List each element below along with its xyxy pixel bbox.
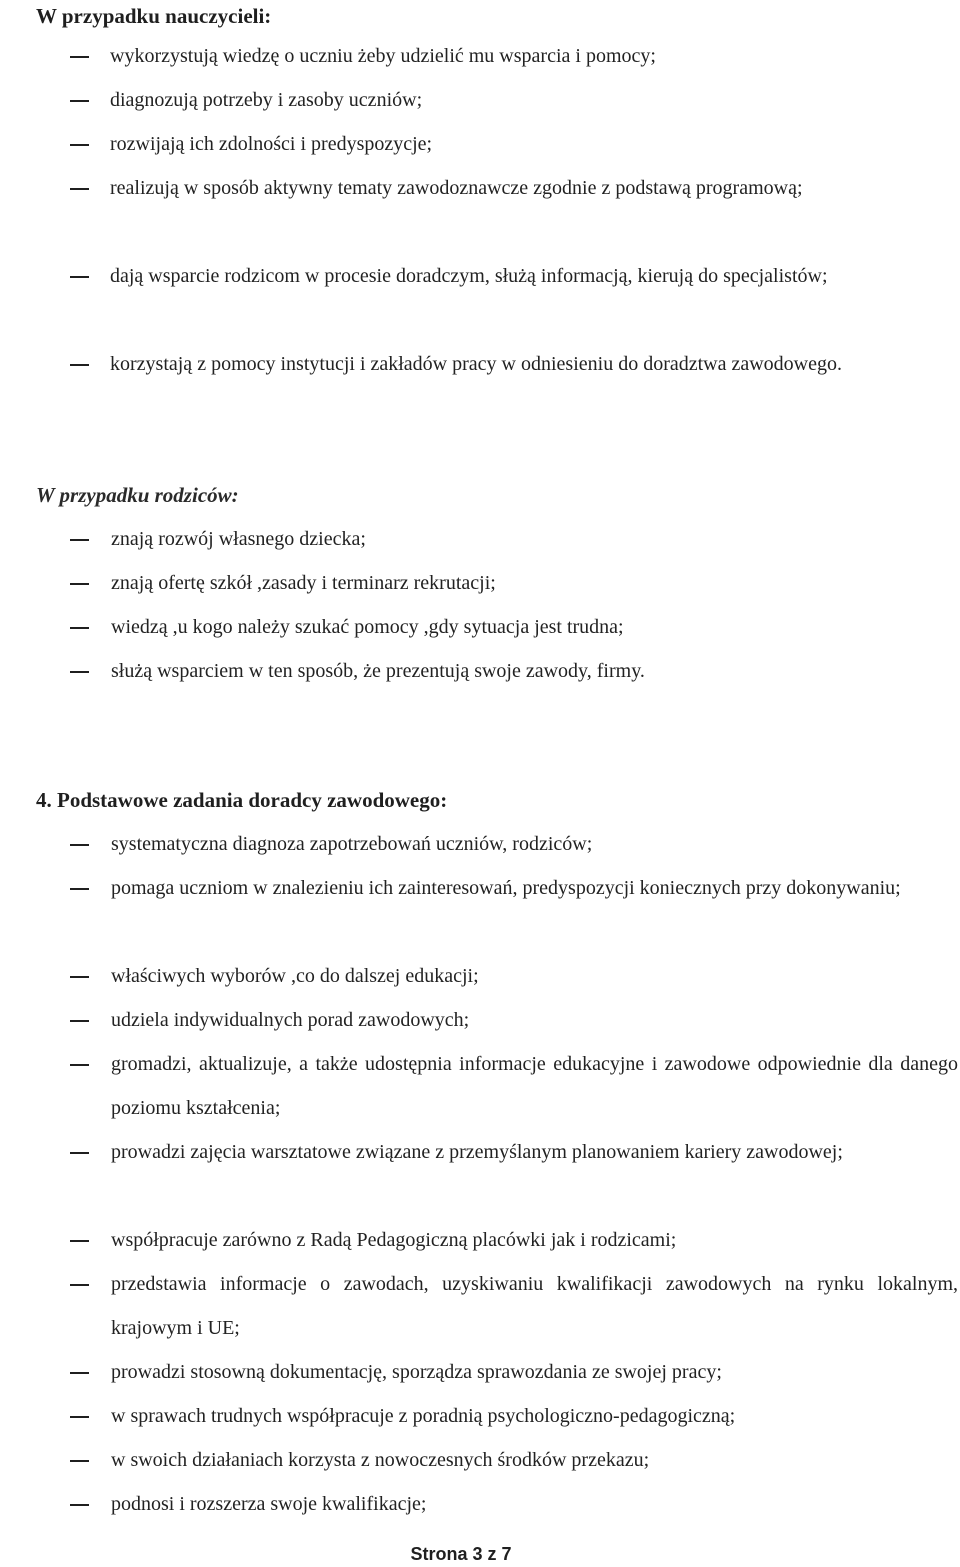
dash-bullet	[70, 364, 89, 366]
dash-bullet	[70, 671, 89, 673]
dash-bullet	[70, 188, 89, 190]
list-item-text: gromadzi, aktualizuje, a także udostępnia informacje edukacyjne i zawodowe odpowiednie dla danego poziomu kształcenia;	[111, 1053, 958, 1119]
dash-bullet	[70, 976, 89, 978]
dash-bullet	[70, 100, 89, 102]
dash-bullet	[70, 56, 89, 58]
list-item-text: korzystają z pomocy instytucji i zakładów pracy w odniesieniu do doradztwa zawodowego.	[110, 353, 843, 375]
parents-heading: W przypadku rodziców:	[36, 483, 239, 507]
dash-bullet	[70, 1416, 89, 1418]
list-item-text: rozwijają ich zdolności i predyspozycje;	[110, 133, 433, 155]
dash-bullet	[70, 1460, 89, 1462]
dash-bullet	[70, 583, 89, 585]
dash-bullet	[70, 276, 89, 278]
dash-bullet	[70, 888, 89, 890]
dash-bullet	[70, 539, 89, 541]
list-item-text: wykorzystują wiedzę o uczniu żeby udzielić mu wsparcia i pomocy;	[110, 45, 656, 67]
list-item-text: prowadzi zajęcia warsztatowe związane z przemyślanym planowaniem kariery zawodowej;	[111, 1141, 843, 1163]
list-item-text: udziela indywidualnych porad zawodowych;	[111, 1009, 470, 1031]
dash-bullet	[70, 1372, 89, 1374]
list-item-text: dają wsparcie rodzicom w procesie doradczym, służą informacją, kierują do specjalistów;	[110, 265, 828, 287]
dash-bullet	[70, 1064, 89, 1066]
list-item-text: właściwych wyborów ,co do dalszej edukacji;	[111, 965, 479, 987]
list-item-text: systematyczna diagnoza zapotrzebowań uczniów, rodziców;	[111, 833, 593, 855]
list-item-text: przedstawia informacje o zawodach, uzyskiwaniu kwalifikacji zawodowych na rynku lokalnym, krajowym i UE;	[111, 1273, 958, 1339]
list-item-text: podnosi i rozszerza swoje kwalifikacje;	[111, 1493, 427, 1515]
list-item-text: służą wsparciem w ten sposób, że prezentują swoje zawody, firmy.	[111, 660, 645, 682]
list-item-text: współpracuje zarówno z Radą Pedagogiczną placówki jak i rodzicami;	[111, 1229, 677, 1251]
dash-bullet	[70, 1020, 89, 1022]
dash-bullet	[70, 144, 89, 146]
dash-bullet	[70, 1240, 89, 1242]
list-item-text: pomaga uczniom w znalezieniu ich zainteresowań, predyspozycji koniecznych przy dokonywaniu;	[111, 877, 901, 899]
list-item-text: znają rozwój własnego dziecka;	[111, 528, 366, 550]
list-item-text: wiedzą ,u kogo należy szukać pomocy ,gdy sytuacja jest trudna;	[111, 616, 624, 638]
counselor-heading: 4. Podstawowe zadania doradcy zawodowego:	[36, 788, 448, 812]
dash-bullet	[70, 627, 89, 629]
dash-bullet	[70, 1504, 89, 1506]
dash-bullet	[70, 1284, 89, 1286]
page-number-footer: Strona 3 z 7	[410, 1544, 512, 1564]
teachers-heading: W przypadku nauczycieli:	[36, 4, 272, 28]
list-item-text: realizują w sposób aktywny tematy zawodoznawcze zgodnie z podstawą programową;	[110, 177, 803, 199]
list-item-text: znają ofertę szkół ,zasady i terminarz rekrutacji;	[111, 572, 496, 594]
list-item-text: diagnozują potrzeby i zasoby uczniów;	[110, 89, 423, 111]
list-item-text: prowadzi stosowną dokumentację, sporządza sprawozdania ze swojej pracy;	[111, 1361, 722, 1383]
list-item-text: w sprawach trudnych współpracuje z poradnią psychologiczno-pedagogiczną;	[111, 1405, 736, 1427]
dash-bullet	[70, 844, 89, 846]
dash-bullet	[70, 1152, 89, 1154]
list-item-text: w swoich działaniach korzysta z nowoczesnych środków przekazu;	[111, 1449, 650, 1471]
